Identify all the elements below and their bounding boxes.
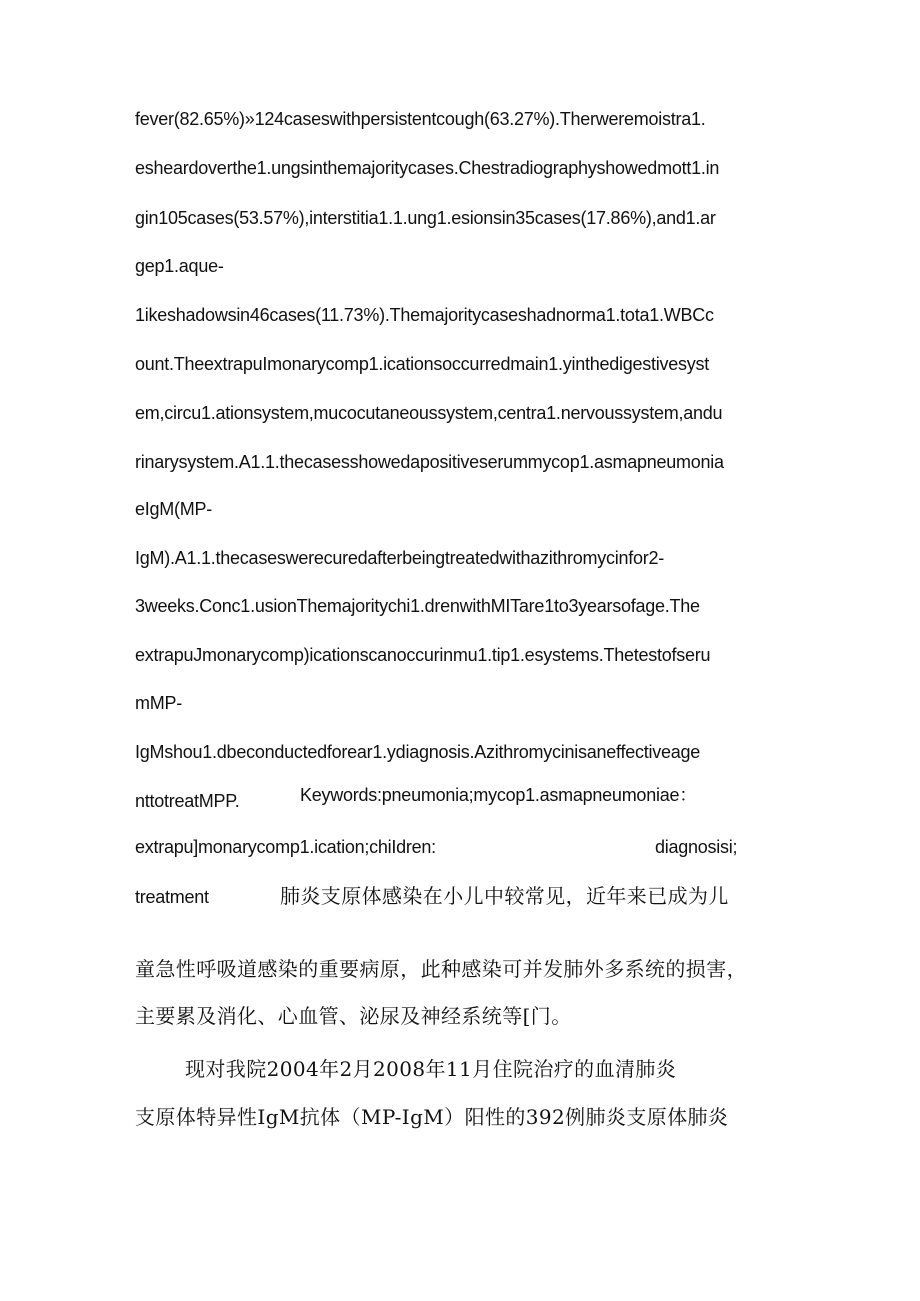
abstract-line: gep1.aque- [135, 256, 224, 276]
abstract-line: 3weeks.Conc1.usionThemajoritychi1.drenwithMITare1to3yearsofage.The [135, 596, 700, 616]
abstract-line: ount.TheextrapuImonarycomp1.icationsoccurredmain1.yinthedigestivesyst [135, 354, 710, 374]
chinese-intro-line-3: 主要累及消化、心血管、泌尿及神经系统等[门。 [135, 1004, 572, 1028]
chinese-paragraph-2-line-1: 现对我院2004年2月2008年11月住院治疗的血清肺炎 [185, 1057, 677, 1081]
abstract-line: extrapuJmonarycomp)icationscanoccurinmu1.tip1.esystems.Thetestofseru [135, 645, 711, 665]
keywords-line-2-left: extrapu]monarycomp1.ication;chiIdren: [135, 837, 436, 857]
keywords-line-3: treatment [135, 887, 209, 907]
abstract-line: fever(82.65%)»124caseswithpersistentcough(63.27%).Therweremoistra1. [135, 109, 706, 129]
chinese-intro-line-2: 童急性呼吸道感染的重要病原，此种感染可并发肺外多系统的损害， [135, 957, 747, 981]
abstract-line: eIgM(MP- [135, 499, 213, 519]
abstract-line: IgMshou1.dbeconductedforear1.ydiagnosis.Azithromycinisaneffectiveage [135, 742, 701, 762]
abstract-line: rinarysystem.A1.1.thecasesshowedapositiveserummycop1.asmapneumonia [135, 452, 724, 472]
abstract-line: 1ikeshadowsin46cases(11.73%).Themajoritycaseshadnorma1.tota1.WBCc [135, 305, 714, 325]
abstract-line: esheardoverthe1.ungsinthemajoritycases.Chestradiographyshowedmott1.in [135, 158, 720, 178]
abstract-line: nttotreatMPP. [135, 791, 240, 811]
abstract-line: gin105cases(53.57%),interstitia1.1.ung1.esionsin35cases(17.86%),and1.ar [135, 208, 716, 228]
abstract-line: em,circu1.ationsystem,mucocutaneoussystem,centra1.nervoussystem,andu [135, 403, 723, 423]
keywords-line-2-right: diagnosisi; [655, 837, 738, 857]
abstract-line: IgM).A1.1.thecaseswerecuredafterbeingtreatedwithazithromycinfor2- [135, 548, 665, 568]
chinese-paragraph-2-line-2: 支原体特异性IgM抗体（MP-IgM）阳性的392例肺炎支原体肺炎 [135, 1105, 729, 1129]
keywords-line: Keywords:pneumonia;mycop1.asmapneumoniae： [300, 785, 697, 805]
abstract-line: mMP- [135, 693, 182, 713]
chinese-intro-line-1: 肺炎支原体感染在小儿中较常见，近年来已成为儿 [280, 884, 729, 908]
